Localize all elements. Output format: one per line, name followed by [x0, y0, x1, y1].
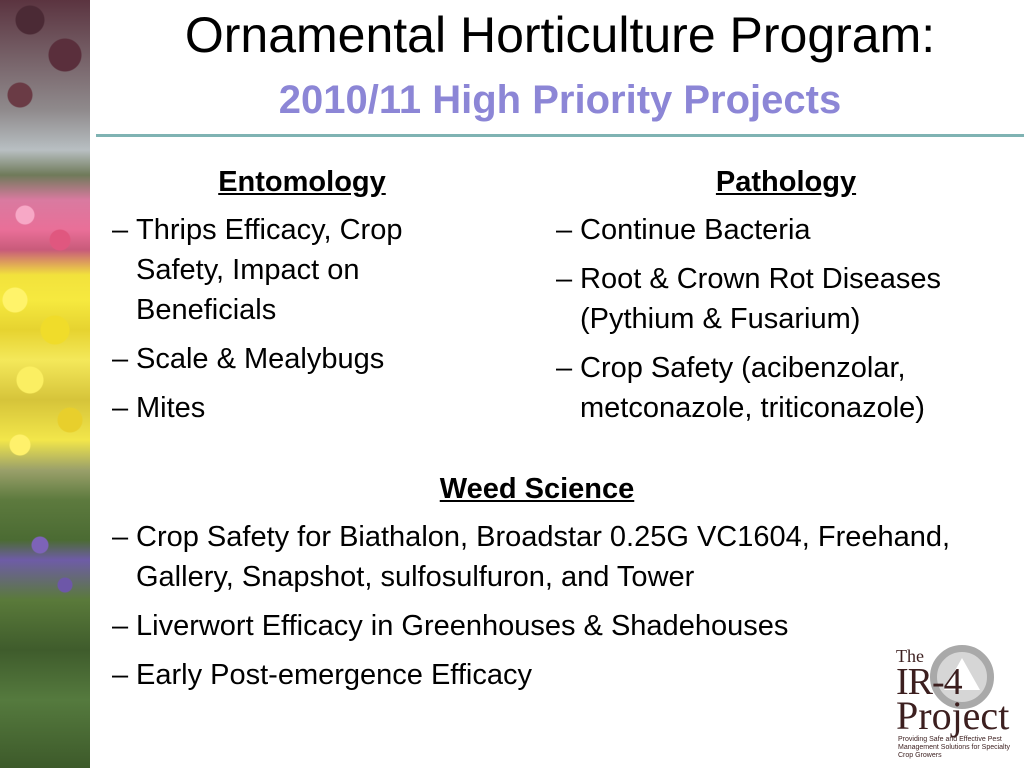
- logo-project-text: Project: [896, 693, 1010, 738]
- weed-science-section: [112, 469, 962, 704]
- bullet-dash: –: [556, 214, 573, 246]
- list-item: [112, 339, 492, 379]
- list-item: [112, 210, 492, 330]
- pathology-heading: Pathology: [715, 166, 857, 198]
- bullet-dash: –: [112, 610, 129, 642]
- list-item-text: Thrips Efficacy, Crop Safety, Impact on Beneficials: [136, 214, 403, 326]
- list-item-text: Crop Safety for Biathalon, Broadstar 0.25G VC1604, Freehand, Gallery, Snapshot, sulfosulfuron, and Tower: [136, 521, 951, 593]
- title-divider: [96, 134, 1024, 137]
- list-item: [556, 348, 1016, 428]
- weed-science-list: [112, 517, 962, 695]
- bullet-dash: –: [556, 352, 573, 384]
- ir4-project-logo: [890, 640, 1020, 765]
- bullet-dash: –: [112, 521, 129, 553]
- list-item-text: Crop Safety (acibenzolar, metconazole, triticonazole): [580, 352, 925, 424]
- list-item-text: Liverwort Efficacy in Greenhouses & Shadehouses: [136, 610, 789, 642]
- list-item-text: Scale & Mealybugs: [136, 343, 385, 375]
- list-item-text: Mites: [136, 392, 206, 424]
- list-item-text: Early Post-emergence Efficacy: [136, 659, 532, 691]
- list-item-text: Root & Crown Rot Diseases (Pythium & Fusarium): [580, 263, 942, 335]
- slide-title: Ornamental Horticulture Program:: [184, 7, 936, 63]
- list-item: [556, 210, 1016, 250]
- list-item: [556, 259, 1016, 339]
- list-item-text: Continue Bacteria: [580, 214, 811, 246]
- entomology-heading: Entomology: [218, 166, 386, 198]
- list-item: [112, 606, 962, 646]
- bullet-dash: –: [556, 263, 573, 295]
- list-item: [112, 388, 492, 428]
- greenhouse-flowers-photo: [0, 0, 90, 768]
- list-item: [112, 655, 962, 695]
- entomology-section: [112, 162, 492, 437]
- pathology-section: [556, 162, 1016, 437]
- pathology-list: [556, 210, 1016, 428]
- logo-the-text: The: [896, 646, 924, 666]
- list-item: [112, 517, 962, 597]
- logo-tagline: Providing Safe and Effective Pest Management Solutions for Specialty Crop Growers: [898, 736, 1011, 759]
- bullet-dash: –: [112, 343, 129, 375]
- bullet-dash: –: [112, 659, 129, 691]
- bullet-dash: –: [112, 392, 129, 424]
- bullet-dash: –: [112, 214, 129, 246]
- weed-science-heading: Weed Science: [439, 473, 635, 505]
- entomology-list: [112, 210, 492, 428]
- slide-subtitle: 2010/11 High Priority Projects: [278, 78, 842, 122]
- logo-ir4-text: IR-4: [896, 661, 962, 703]
